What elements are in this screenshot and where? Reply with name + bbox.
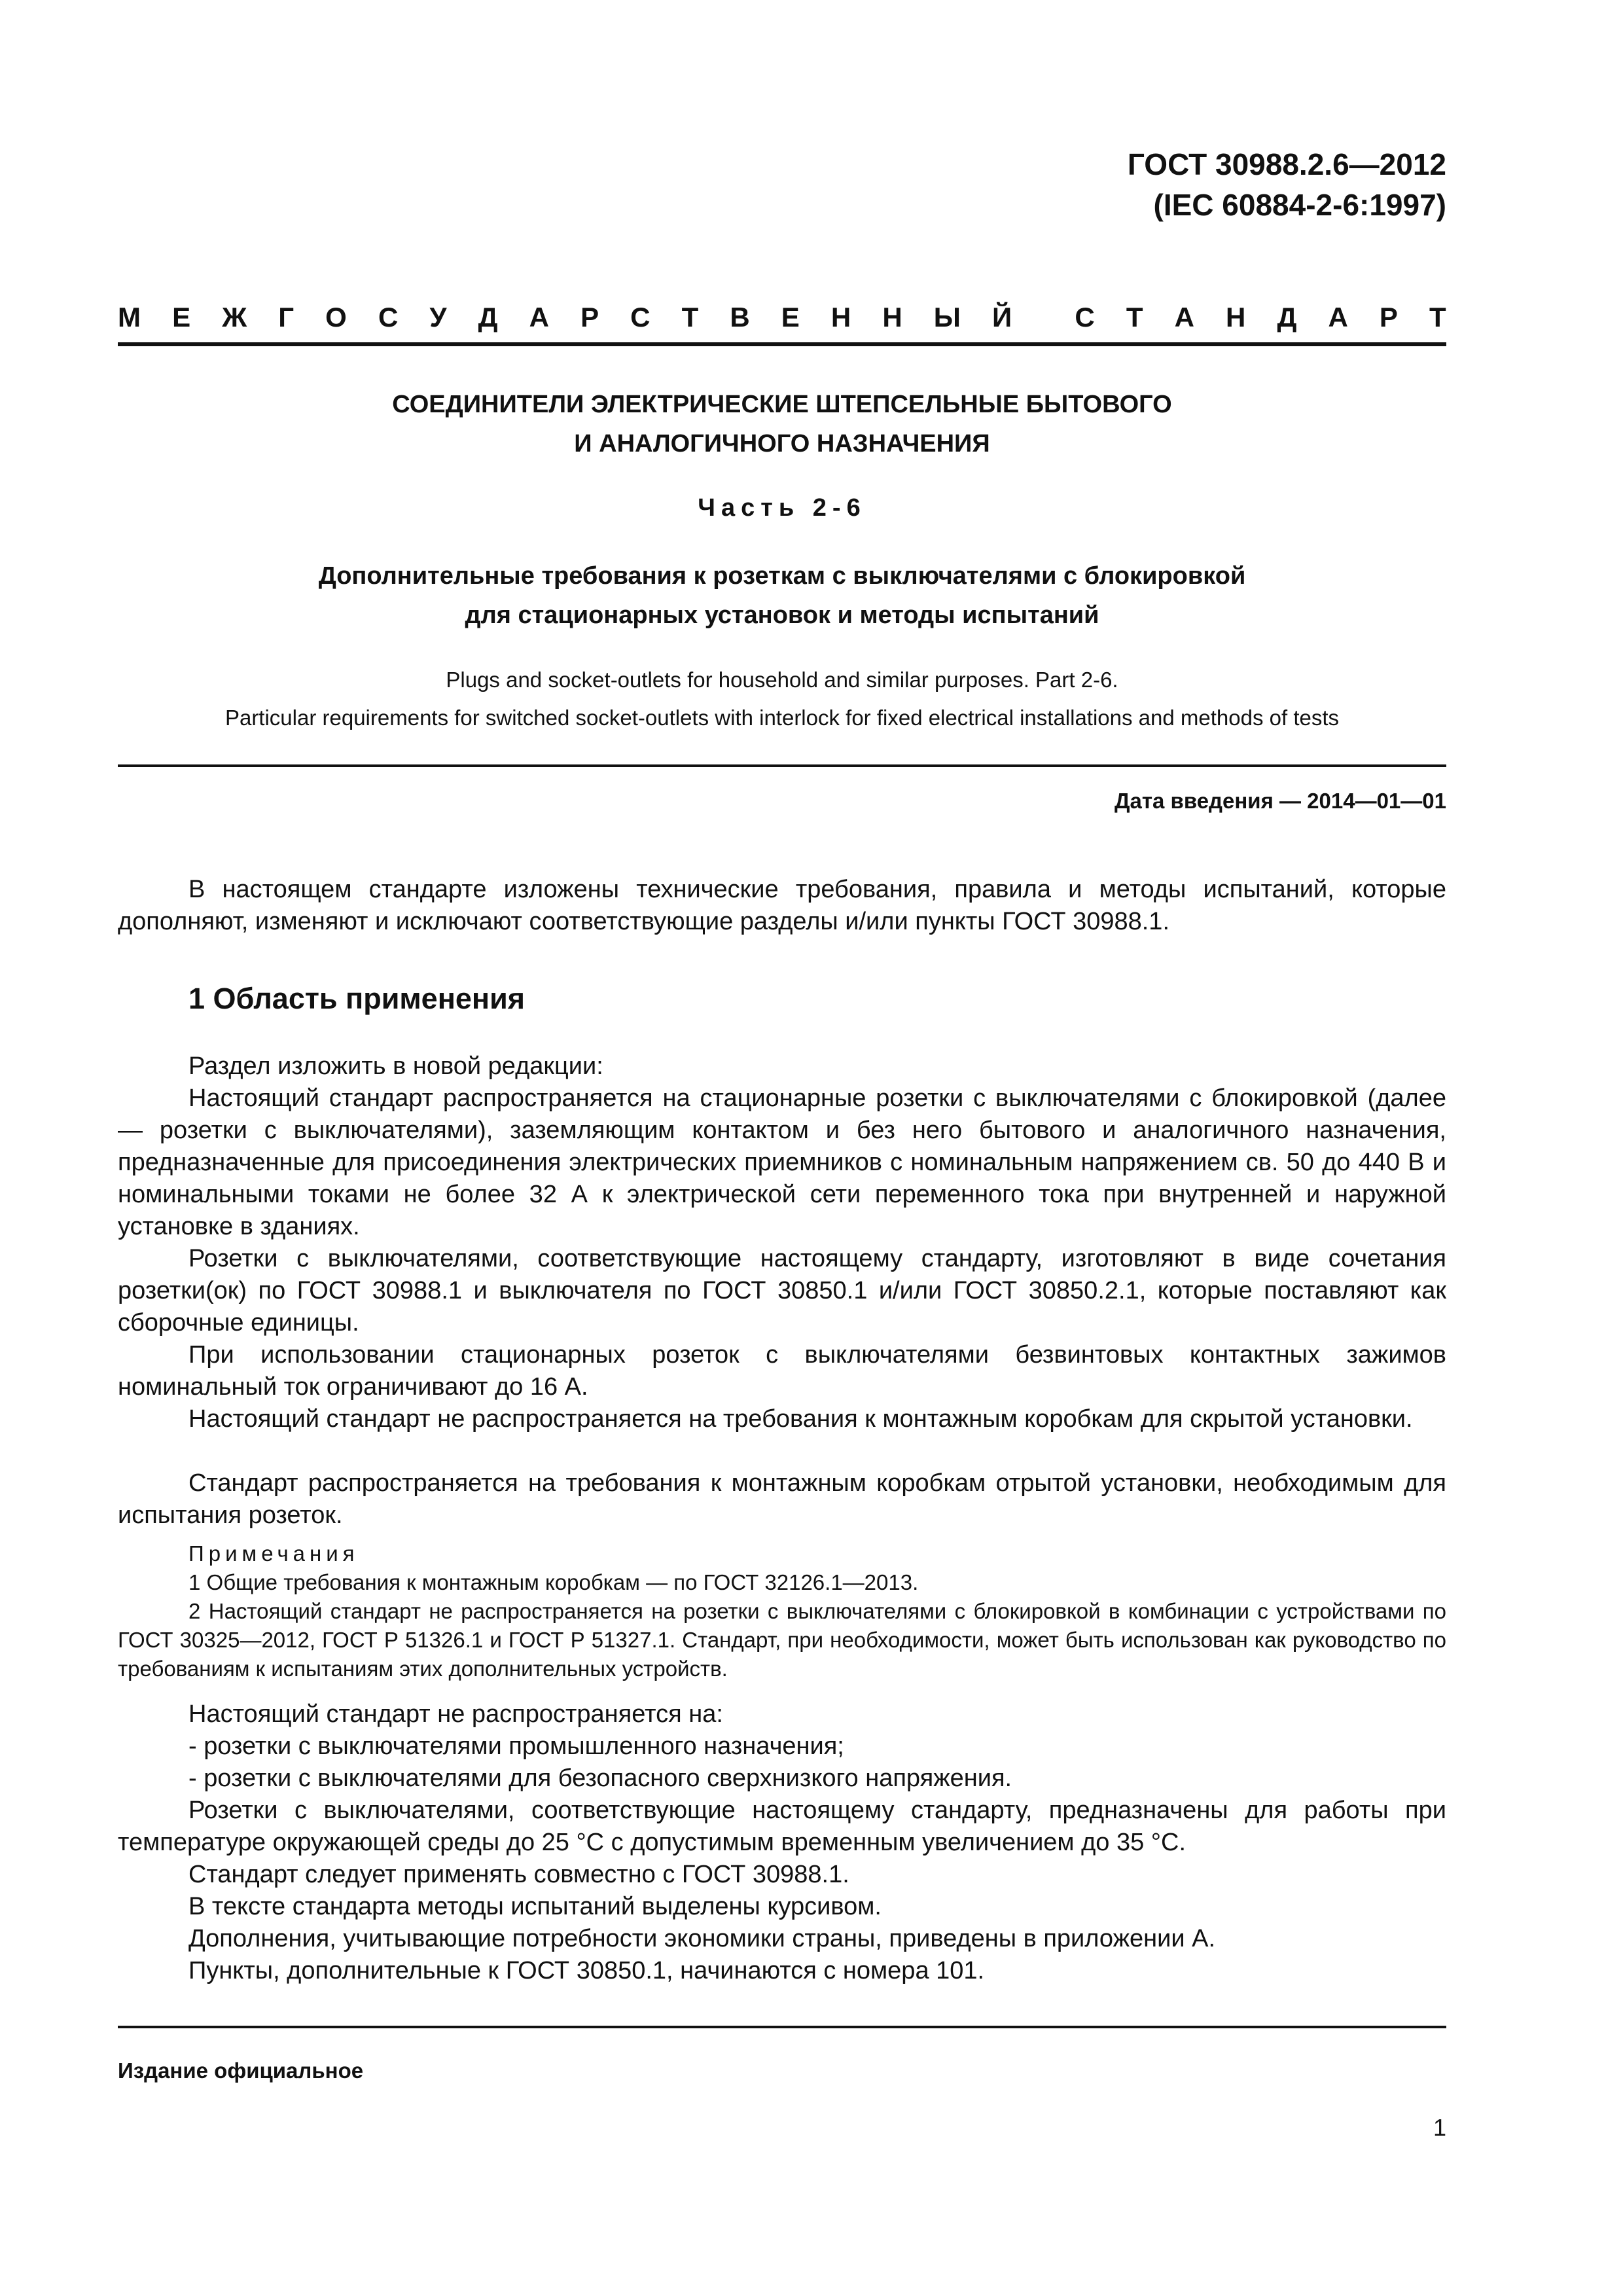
intro-paragraph: В настоящем стандарте изложены технические требования, правила и методы испытаний, которые дополняют, изменяют и исключают соответствующие разделы и/или пункты ГОСТ 30988.1. xyxy=(118,876,1446,935)
section-paragraph: Настоящий стандарт не распространяется на: xyxy=(188,1700,723,1728)
banner-letter: Т xyxy=(1126,302,1143,332)
banner-letter: С xyxy=(1075,302,1095,332)
banner-letter: Т xyxy=(681,302,699,332)
section-paragraph: Пункты, дополнительные к ГОСТ 30850.1, начинаются с номера 101. xyxy=(188,1957,985,1984)
banner-letter: Д xyxy=(478,302,498,332)
iec-code: (IEC 60884-2-6:1997) xyxy=(1153,188,1446,222)
banner-letter: Ж xyxy=(222,302,247,332)
section-heading: 1 Область применения xyxy=(188,982,526,1015)
subtitle-line-2: для стационарных установок и методы испытаний xyxy=(465,601,1099,629)
introduction-date: Дата введения — 2014—01—01 xyxy=(1115,789,1446,813)
banner-letter: Н xyxy=(830,302,851,332)
document-subtitle xyxy=(118,556,1446,635)
section-paragraph: Стандарт следует применять совместно с ГОСТ 30988.1. xyxy=(188,1861,849,1888)
english-title-line-1: Plugs and socket-outlets for household and similar purposes. Part 2-6. xyxy=(446,668,1118,692)
section-paragraph: Дополнения, учитывающие потребности экономики страны, приведены в приложении А. xyxy=(188,1925,1216,1952)
banner-letter: Р xyxy=(580,302,599,332)
section-paragraph: При использовании стационарных розеток с выключателями безвинтовых контактных зажимов номинальный ток ограничивают до 16 А. xyxy=(118,1341,1446,1401)
banner-letter: М xyxy=(118,302,141,332)
banner-letter: У xyxy=(429,302,447,332)
banner-letter: В xyxy=(730,302,750,332)
banner-letter: Е xyxy=(172,302,191,332)
english-title-line-2: Particular requirements for switched socket-outlets with interlock for fixed electrical installations and methods of tests xyxy=(224,706,1340,730)
page-number: 1 xyxy=(1433,2114,1446,2141)
banner-letter: А xyxy=(1328,302,1348,332)
list-item: - розетки с выключателями промышленного назначения; xyxy=(188,1732,844,1760)
interstate-standard-banner xyxy=(118,298,1446,337)
note-item: 1 Общие требования к монтажным коробкам — по ГОСТ 32126.1—2013. xyxy=(188,1570,919,1594)
title-line-2: И АНАЛОГИЧНОГО НАЗНАЧЕНИЯ xyxy=(574,430,990,457)
section-paragraph: Настоящий стандарт распространяется на стационарные розетки с выключателями с блокировкой (далее — розетки с выключателями), заземляющим контактом и без него бытового и аналогичного назначения, предназначенные для присоединения электрических приемников с номинальным напряжением св. 50 до 440 В и номинальными токами не более 32 А к электрической сети переменного тока при внутренней и наружной установке в зданиях. xyxy=(118,1085,1446,1240)
section-paragraph: Розетки с выключателями, соответствующие настоящему стандарту, изготовляют в виде сочетания розетки(ок) по ГОСТ 30988.1 и выключателя по ГОСТ 30850.1 и/или ГОСТ 30850.2.1, которые поставляют как сборочные единицы. xyxy=(118,1245,1446,1336)
english-title xyxy=(118,661,1446,737)
section-paragraph: Стандарт распространяется на требования к монтажным коробкам отрытой установки, необходимым для испытания розеток. xyxy=(118,1469,1446,1529)
title-line-1: СОЕДИНИТЕЛИ ЭЛЕКТРИЧЕСКИЕ ШТЕПСЕЛЬНЫЕ БЫТОВОГО xyxy=(392,391,1172,418)
banner-letter: Е xyxy=(781,302,800,332)
banner-letter: А xyxy=(1174,302,1194,332)
edition-label: Издание официальное xyxy=(118,2058,364,2083)
standard-designation xyxy=(916,144,1446,225)
title-rule xyxy=(118,764,1446,767)
part-label: Часть 2-6 xyxy=(698,494,866,522)
banner-letter: А xyxy=(529,302,549,332)
standard-code: ГОСТ 30988.2.6—2012 xyxy=(1127,147,1446,181)
banner-letter: Т xyxy=(1429,302,1446,332)
section-paragraph: Раздел изложить в новой редакции: xyxy=(188,1052,603,1080)
banner-letter: Н xyxy=(882,302,902,332)
banner-letter: Ы xyxy=(933,302,961,332)
banner-letter: С xyxy=(378,302,399,332)
section-paragraph: Розетки с выключателями, соответствующие настоящему стандарту, предназначены для работы при температуре окружающей среды до 25 °С с допустимым временным увеличением до 35 °С. xyxy=(118,1797,1446,1856)
banner-letter: Й xyxy=(992,302,1012,332)
banner-letter: Н xyxy=(1226,302,1246,332)
banner-rule xyxy=(118,342,1446,346)
document-title xyxy=(118,385,1446,463)
banner-letter: Г xyxy=(278,302,294,332)
banner-letter: Д xyxy=(1277,302,1297,332)
banner-letter: С xyxy=(630,302,651,332)
footer-rule xyxy=(118,2026,1446,2028)
list-item: - розетки с выключателями для безопасного сверхнизкого напряжения. xyxy=(188,1765,1012,1792)
notes-heading: Примечания xyxy=(188,1541,359,1566)
section-paragraph: В тексте стандарта методы испытаний выделены курсивом. xyxy=(188,1893,882,1920)
subtitle-line-1: Дополнительные требования к розеткам с выключателями с блокировкой xyxy=(318,562,1246,590)
section-paragraph: Настоящий стандарт не распространяется на требования к монтажным коробкам для скрытой установки. xyxy=(188,1405,1413,1433)
banner-letter: Р xyxy=(1379,302,1398,332)
note-item: 2 Настоящий стандарт не распространяется на розетки с выключателями с блокировкой в комбинации с устройствами по ГОСТ 30325—2012, ГОСТ Р 51326.1 и ГОСТ Р 51327.1. Стандарт, при необходимости, может быть использован как руководство по требованиям к испытаниям этих дополнительных устройств. xyxy=(118,1599,1446,1681)
banner-letter: О xyxy=(325,302,347,332)
